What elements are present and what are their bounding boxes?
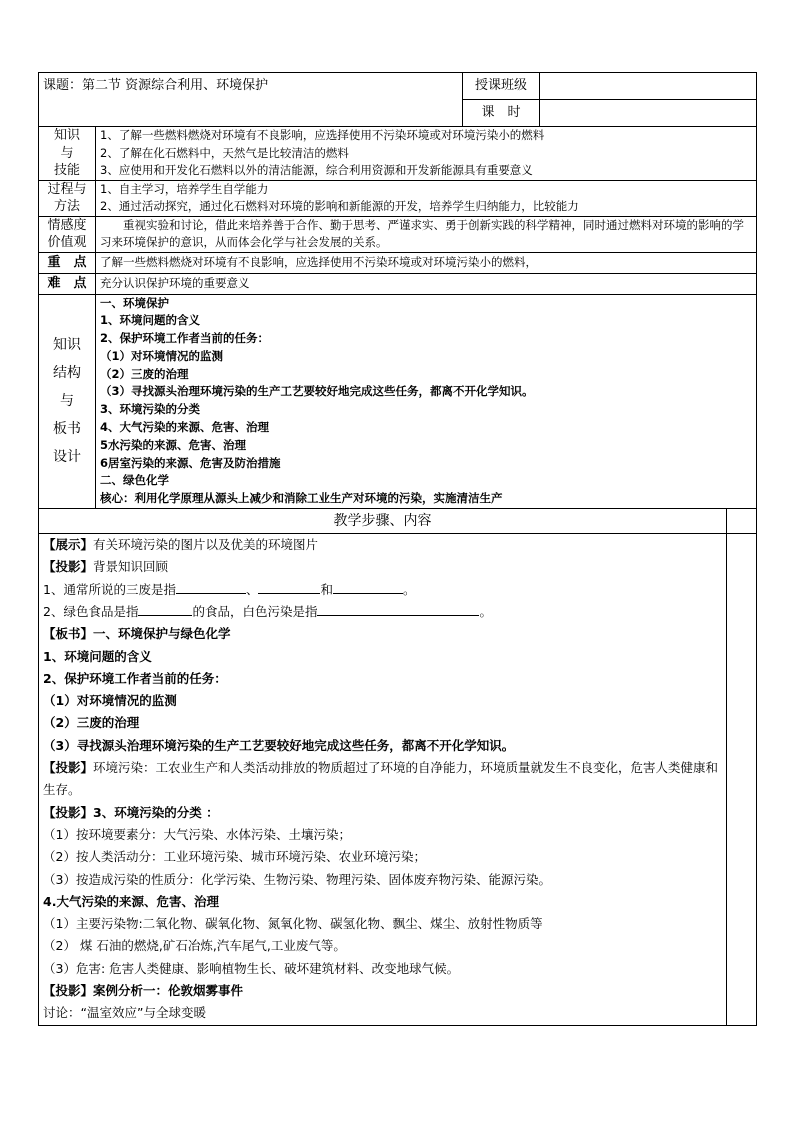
- question-1: 1、通常所说的三废是指 、 和 。: [43, 579, 722, 601]
- air-pollution-item: （3）危害: 危害人类健康、影响植物生长、破坏建筑材料、改变地球气候。: [43, 960, 460, 976]
- key-point-text: 了解一些燃料燃烧对环境有不良影响，应选择使用不污染环境或对环境污染小的燃料，: [96, 252, 757, 273]
- board-line: 【板书】一、环境保护与绿色化学: [43, 626, 231, 642]
- difficulty-label: 难 点: [39, 273, 96, 294]
- board-item: （3）寻找源头治理环境污染的生产工艺要较好地完成这些任务，都离不开化学知识。: [43, 737, 515, 753]
- steps-side-column: [727, 534, 757, 1026]
- board-item: 1、环境问题的含义: [43, 648, 152, 664]
- projection-line-1: 【投影】背景知识回顾: [43, 559, 169, 575]
- hours-value: [540, 100, 757, 127]
- projection-line-2: 【投影】环境污染：工农业生产和人类活动排放的物质超过了环境的自净能力，环境质量就发生不良变化，危害人类健康和生存。: [43, 760, 719, 798]
- objective-label-process: 过程与 方法: [39, 180, 96, 216]
- show-line: 【展示】有关环境污染的图片以及优美的环境图片: [43, 537, 319, 553]
- hours-label: 课 时: [463, 100, 540, 127]
- lesson-topic: 课题：第二节 资源综合利用、环境保护: [43, 78, 269, 93]
- projection-line-3: 【投影】3、环境污染的分类 ：: [43, 804, 219, 820]
- air-pollution-title: 4.大气污染的来源、危害、治理: [43, 893, 219, 909]
- board-design-content: 一、环境保护 1、环境问题的含义 2、保护环境工作者当前的任务： （1）对环境情况的监测 （2）三废的治理 （3）寻找源头治理环境污染的生产工艺要较好地完成这些任务，都离不开化学知识。 3、环境污染的分类 4、大气污染的来源、危害、治理 5水污染的来源、危害、治理 6居室污染的来源、危害及防治措施 二、绿色化学 核心：利用化学原理从源头上减少和消除工业生产对环境的污染，实施清洁生产: [96, 294, 757, 509]
- projection-line-4: 【投影】案例分析一：伦敦烟雾事件: [43, 983, 244, 998]
- classification-item: （1）按环境要素分：大气污染、水体污染、土壤污染；: [43, 826, 351, 842]
- objective-label-values: 情感度 价值观: [39, 216, 96, 252]
- question-2: 2、绿色食品是指 的食品，白色污染是指 。: [43, 601, 722, 623]
- design-label: 知识 结构 与 板书 设计: [39, 294, 96, 509]
- air-pollution-item: （1）主要污染物:二氧化物、碳氧化物、氮氧化物、碳氢化物、飘尘、煤尘、放射性物质等: [43, 916, 543, 932]
- key-point-label: 重 点: [39, 252, 96, 273]
- discussion-line: 讨论：“温室效应”与全球变暖: [43, 1005, 206, 1021]
- objective-label-knowledge: 知识 与 技能: [39, 127, 96, 181]
- board-item: 2、保护环境工作者当前的任务：: [43, 670, 227, 686]
- class-label: 授课班级: [463, 73, 540, 100]
- objective-content-values: 重视实验和讨论，借此来培养善于合作、勤于思考、严谨求实、勇于创新实践的科学精神，同时通过燃料对环境的影响的学习来环境保护的意识，从而体会化学与社会发展的关系。: [96, 216, 757, 252]
- lesson-plan-table: [38, 72, 757, 1026]
- classification-item: （2）按人类活动分：工业环境污染、城市环境污染、农业环境污染；: [43, 849, 426, 865]
- classification-item: （3）按造成污染的性质分：化学污染、生物污染、物理污染、固体废弃物污染、能源污染。: [43, 871, 551, 887]
- topic-cell: [39, 73, 463, 127]
- objective-content-process: 1、自主学习，培养学生自学能力 2、通过活动探究，通过化石燃料对环境的影响和新能源的开发，培养学生归纳能力，比较能力: [96, 180, 757, 216]
- objective-content-knowledge: 1、了解一些燃料燃烧对环境有不良影响，应选择使用不污染环境或对环境污染小的燃料 2、了解在化石燃料中，天然气是比较清洁的燃料 3、应使用和开发化石燃料以外的清洁能源，综合利用资源和开发新能源具有重要意义: [96, 127, 757, 181]
- air-pollution-item: （2） 煤 石油的燃烧,矿石冶炼,汽车尾气,工业废气等。: [43, 938, 346, 954]
- steps-content: [39, 534, 727, 1026]
- difficulty-text: 充分认识保护环境的重要意义: [96, 273, 757, 294]
- board-item: （1）对环境情况的监测: [43, 693, 177, 709]
- board-item: （2）三废的治理: [43, 715, 140, 731]
- steps-title: 教学步骤、内容: [39, 509, 727, 534]
- steps-side-cell: [727, 509, 757, 534]
- class-value: [540, 73, 757, 100]
